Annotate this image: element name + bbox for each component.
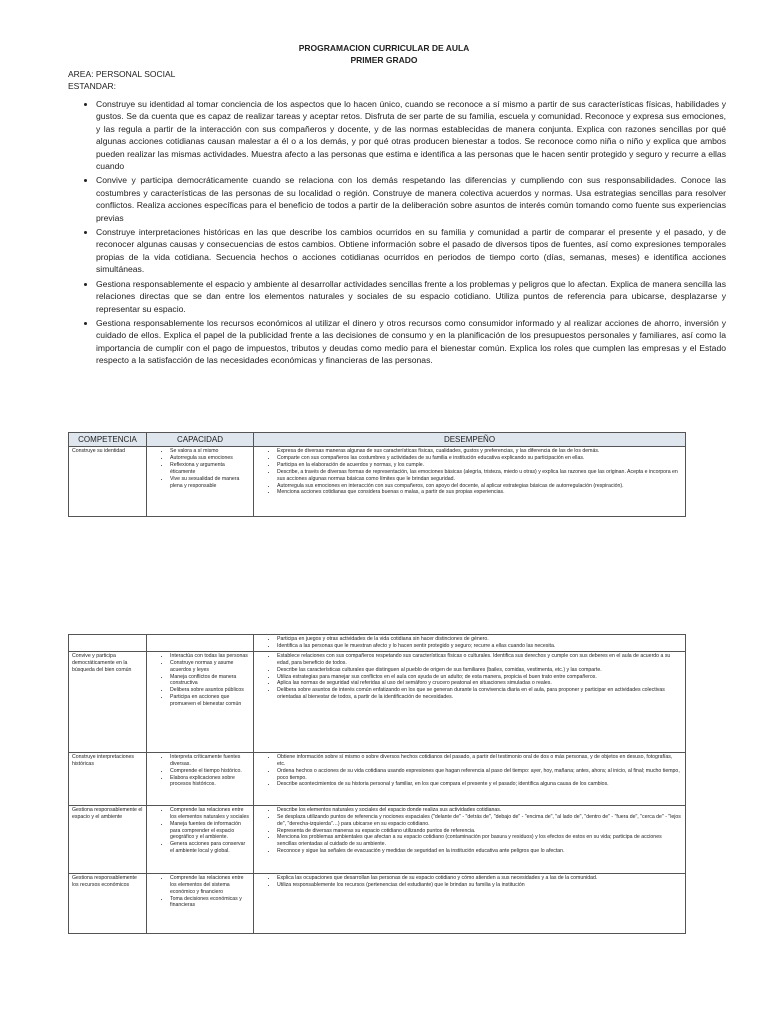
capacidad-item: • Maneja fuentes de información para comprender el espacio geográfico y el ambiente. bbox=[170, 821, 250, 842]
header-capacidad: CAPACIDAD bbox=[147, 433, 254, 447]
competencia-cell: Gestiona responsablemente el espacio y el ambiente bbox=[69, 805, 147, 873]
standard-item: • Convive y participa democráticamente cuando se relaciona con los demás respetando las diferencias y cumpliendo con sus responsabilidades. Conoce las costumbres y características de las personas de su localidad o región. Construye de manera colectiva acuerdos y normas. Usa estrategias sencillas para resolver conflictos. Realiza acciones específicas para el beneficio de todos a partir de la deliberación sobre asuntos de interés común tomando como fuente sus experiencias previas bbox=[96, 174, 726, 224]
capacidad-cell bbox=[147, 873, 254, 933]
capacidad-cell bbox=[147, 651, 254, 752]
desempeno-cell bbox=[254, 447, 686, 517]
capacidad-item: • Reflexiona y argumenta éticamente bbox=[170, 462, 250, 476]
capacidad-item: • Delibera sobre asuntos públicos bbox=[170, 687, 250, 694]
desempeno-item: • Representa de diversas maneras su espacio cotidiano utilizando puntos de referencia. bbox=[277, 828, 682, 835]
capacidad-cell bbox=[147, 752, 254, 805]
desempeno-item: • Reconoce y sigue las señales de evacuación y medidas de seguridad en la institución educativa ante peligros que lo afectan. bbox=[277, 848, 682, 855]
capacidad-item: • Interpreta críticamente fuentes diversas. bbox=[170, 754, 250, 768]
desempeno-cell bbox=[254, 873, 686, 933]
document-subtitle: PRIMER GRADO bbox=[350, 55, 418, 65]
table-row bbox=[69, 651, 686, 752]
desempeno-item: • Participa en la elaboración de acuerdos y normas, y los cumple. bbox=[277, 462, 682, 469]
table-row bbox=[69, 873, 686, 933]
desempeno-item: • Utiliza estrategias para manejar sus conflictos en el aula con ayuda de un adulto; de esta manera, propicia el buen trato entre compañeros. bbox=[277, 674, 682, 681]
desempeno-cell bbox=[254, 651, 686, 752]
desempeno-item: • Autorregula sus emociones en interacción con sus compañeros, con apoyo del docente, al aplicar estrategias básicas de autorregulación (respiración). bbox=[277, 483, 682, 490]
desempeno-item: • Describe acontecimientos de su historia personal y familiar, en los que compara el presente y el pasado; identifica alguna causa de los cambios. bbox=[277, 781, 682, 788]
table-row bbox=[69, 752, 686, 805]
capacidad-item: • Comprende las relaciones entre los elementos naturales y sociales bbox=[170, 807, 250, 821]
desempeno-item: • Explica las ocupaciones que desarrollan las personas de su espacio cotidiano y cómo atienden a sus necesidades y a las de la comunidad. bbox=[277, 875, 682, 882]
header-competencia: COMPETENCIA bbox=[69, 433, 147, 447]
desempeno-item: • Identifica a las personas que le muestran afecto y lo hacen sentir protegido y seguro; recurre a ellas cuando las necesita. bbox=[277, 643, 682, 650]
competency-table-page1 bbox=[68, 432, 686, 517]
capacidad-item: • Maneja conflictos de manera constructiva bbox=[170, 674, 250, 688]
desempeno-item: • Se desplaza utilizando puntos de referencia y nociones espaciales ("delante de" - "detrás de", "debajo de" - "encima de", "al lado de", "dentro de" - "fuera de", "cerca de" - "lejos de", "derecha-izquierda"…) para ubicarse en su espacio cotidiano. bbox=[277, 814, 682, 828]
desempeno-item: • Menciona acciones cotidianas que considera buenas o malas, a partir de sus propias experiencias. bbox=[277, 489, 682, 496]
desempeno-item: • Describe los elementos naturales y sociales del espacio donde realiza sus actividades cotidianas. bbox=[277, 807, 682, 814]
capacidad-item: • Autorregula sus emociones bbox=[170, 455, 250, 462]
desempeno-item: • Ordena hechos o acciones de su vida cotidiana usando expresiones que hagan referencia al paso del tiempo: ayer, hoy, mañana; antes, ahora; al inicio, al final; mucho tiempo, poco tiempo. bbox=[277, 768, 682, 782]
standards-list bbox=[76, 98, 726, 369]
desempeno-item: • Delibera sobre asuntos de interés común enfatizando en los que se generan durante la convivencia diaria en el aula, para proponer y participar en actividades colectivas orientadas al bienestar de todos, a partir de la identificación de necesidades. bbox=[277, 687, 682, 701]
capacidad-cell bbox=[147, 635, 254, 652]
standard-item: • Construye su identidad al tomar conciencia de los aspectos que lo hacen único, cuando se reconoce a sí mismo a partir de sus características físicas, habilidades y gustos. Se da cuenta que es capaz de realizar tareas y aceptar retos. Disfruta de ser parte de su familia, escuela y comunidad. Reconoce y expresa sus emociones, y las regula a partir de la interacción con sus compañeros y docente, y de las normas establecidas de manera conjunta. Explica con razones sencillas por qué algunas acciones cotidianas causan malestar a él o a los demás, y por qué otras producen bienestar a todos. Se reconoce como niña o niño y explica que ambos pueden realizar las mismas actividades. Muestra afecto a las personas que estima e identifica a las personas que le hacen sentir protegido y seguro y recurre a ellas cuando bbox=[96, 98, 726, 172]
estandar-label: ESTANDAR: bbox=[68, 81, 117, 91]
desempeno-cell bbox=[254, 805, 686, 873]
desempeno-cell bbox=[254, 635, 686, 652]
desempeno-item: • Describe las características culturales que distinguen al pueblo de origen de sus familiares (bailes, comidas, vestimenta, etc.) y las comparte. bbox=[277, 667, 682, 674]
desempeno-item: • Menciona los problemas ambientales que afectan a su espacio cotidiano (contaminación por basura y residuos) y los efectos de estos en su vida; participa de acciones sencillas orientadas al cuidado de su ambiente. bbox=[277, 834, 682, 848]
capacidad-item: • Se valora a sí mismo bbox=[170, 448, 250, 455]
capacidad-item: • Comprende el tiempo histórico. bbox=[170, 768, 250, 775]
desempeno-item: • Aplica las normas de seguridad vial referidas al uso del semáforo y crucero peatonal en situaciones simuladas o reales. bbox=[277, 680, 682, 687]
desempeno-item: • Expresa de diversas maneras algunas de sus características físicas, cualidades, gustos y preferencias, y las diferencia de las de los demás. bbox=[277, 448, 682, 455]
area-label: AREA: PERSONAL SOCIAL bbox=[68, 69, 176, 79]
competencia-cell: Gestiona responsablemente los recursos económicos bbox=[69, 873, 147, 933]
header-desempeno: DESEMPEÑO bbox=[254, 433, 686, 447]
desempeno-item: • Establece relaciones con sus compañeros respetando sus características físicas o culturales. Identifica sus derechos y cumple con sus deberes en el aula de acuerdo a su edad, para beneficio de todos. bbox=[277, 653, 682, 667]
desempeno-item: • Obtiene información sobre sí mismo o sobre diversos hechos cotidianos del pasado, a partir del testimonio oral de dos o más personas, y de objetos en desuso, fotografías, etc. bbox=[277, 754, 682, 768]
capacidad-cell bbox=[147, 447, 254, 517]
capacidad-item: • Elabora explicaciones sobre procesos históricos. bbox=[170, 775, 250, 789]
table-row bbox=[69, 805, 686, 873]
capacidad-item: • Vive su sexualidad de manera plena y responsable bbox=[170, 476, 250, 490]
standard-item: • Construye interpretaciones históricas en las que describe los cambios ocurridos en su familia y comunidad a partir de comparar el presente y el pasado, y de reconocer algunas causas y consecuencias de estos cambios. Obtiene información sobre el pasado de diversos tipos de fuentes, así como expresiones temporales propias de la vida cotidiana. Secuencia hechos o acciones cotidianas ocurridos en periodos de tiempo corto (días, semanas, meses) e identifica acciones simultáneas. bbox=[96, 226, 726, 276]
capacidad-item: • Comprende las relaciones entre los elementos del sistema económico y financiero bbox=[170, 875, 250, 896]
capacidad-item: • Participa en acciones que promueven el bienestar común bbox=[170, 694, 250, 708]
standard-item: • Gestiona responsablemente los recursos económicos al utilizar el dinero y otros recursos como consumidor informado y al realizar acciones de ahorro, inversión y cuidado de ellos. Explica el papel de la publicidad frente a las decisiones de consumo y en la planificación de los presupuestos personales y familiares, así como la importancia de cumplir con el pago de impuestos, tributos y deudas como medio para el bienestar común. Explica los roles que cumplen las empresas y el Estado respecto a la satisfacción de las necesidades económicas y financieras de las personas. bbox=[96, 317, 726, 367]
competencia-cell: Construye su identidad bbox=[69, 447, 147, 517]
table-header-row bbox=[69, 433, 686, 447]
desempeno-item: • Participa en juegos y otras actividades de la vida cotidiana sin hacer distinciones de género. bbox=[277, 636, 682, 643]
desempeno-item: • Describe, a través de diversas formas de representación, las emociones básicas (alegría, tristeza, miedo u otras) y explica las razones que las originan. Acepta e incorpora en sus acciones algunas normas básicas como límites que le brindan seguridad. bbox=[277, 469, 682, 483]
competencia-cell: Construye interpretaciones históricas bbox=[69, 752, 147, 805]
desempeno-item: • Utiliza responsablemente los recursos (pertenencias del estudiante) que le brindan su familia y la institución bbox=[277, 882, 682, 889]
table-row bbox=[69, 635, 686, 652]
desempeno-item: • Comparte con sus compañeros las costumbres y actividades de su familia e institución educativa explicando su participación en ellas. bbox=[277, 455, 682, 462]
competencia-cell bbox=[69, 635, 147, 652]
capacidad-item: • Interactúa con todas las personas bbox=[170, 653, 250, 660]
capacidad-item: • Toma decisiones económicas y financieras bbox=[170, 896, 250, 910]
competencia-cell: Convive y participa democráticamente en la búsqueda del bien común bbox=[69, 651, 147, 752]
capacidad-item: • Genera acciones para conservar el ambiente local y global. bbox=[170, 841, 250, 855]
desempeno-cell bbox=[254, 752, 686, 805]
table-row bbox=[69, 447, 686, 517]
capacidad-cell bbox=[147, 805, 254, 873]
standard-item: • Gestiona responsablemente el espacio y ambiente al desarrollar actividades sencillas frente a los problemas y peligros que lo afectan. Explica de manera sencilla las relaciones directas que se dan entre los elementos naturales y sociales de su espacio cotidiano. Utiliza puntos de referencia para ubicarse, desplazarse y representar su espacio. bbox=[96, 278, 726, 315]
document-title: PROGRAMACION CURRICULAR DE AULA bbox=[298, 43, 470, 53]
capacidad-item: • Construye normas y asume acuerdos y leyes bbox=[170, 660, 250, 674]
competency-table-page2 bbox=[68, 634, 686, 934]
